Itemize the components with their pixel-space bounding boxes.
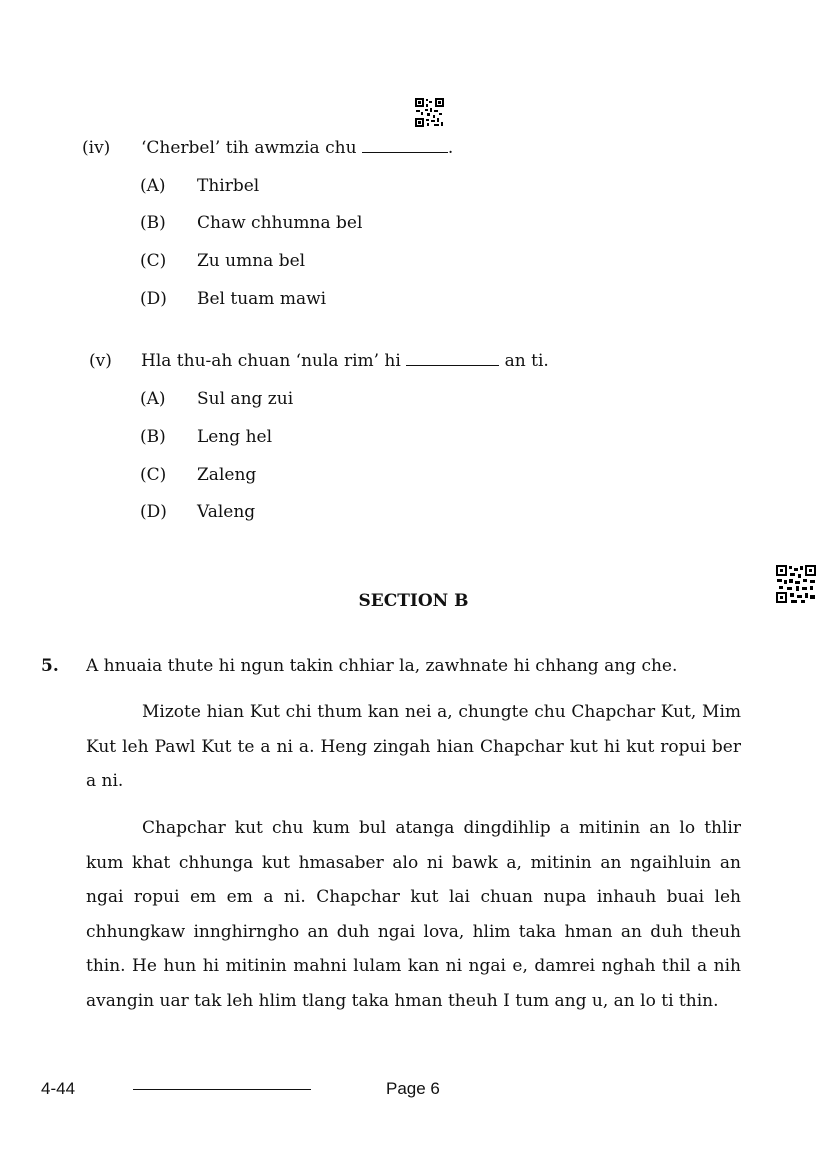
option-text: Chaw chhumna bel	[197, 213, 363, 233]
question-iv-stem-text: ‘Cherbel’ tih awmzia chu	[141, 138, 357, 158]
passage-paragraph-1-text: Mizote hian Kut chi thum kan nei a, chungte chu Chapchar Kut, Mim Kut leh Pawl Kut te a ni a. Heng zingah hian Chapchar kut hi kut ropui ber a ni.	[86, 702, 741, 791]
option-letter: (A)	[140, 176, 166, 196]
option-text: Valeng	[197, 502, 256, 522]
question-v-stem-text: Hla thu-ah chuan ‘nula rim’ hi	[141, 351, 401, 371]
question-5-instruction: A hnuaia thute hi ngun takin chhiar la, zawhnate hi chhang ang che.	[86, 656, 678, 676]
page-number: Page 6	[386, 1079, 440, 1098]
footer-rule	[133, 1089, 311, 1090]
question-iv-stem	[141, 137, 453, 159]
passage-paragraph-2	[86, 811, 741, 1018]
option-text: Sul ang zui	[197, 389, 294, 409]
option-text: Leng hel	[197, 427, 273, 447]
question-iv-stem-end: .	[447, 138, 454, 158]
answer-blank	[406, 351, 499, 366]
option-text: Zu umna bel	[197, 251, 306, 271]
paper-code: 4-44	[41, 1079, 76, 1098]
option-text: Bel tuam mawi	[197, 289, 327, 309]
option-letter: (A)	[140, 389, 166, 409]
question-v-stem	[141, 350, 549, 372]
option-letter: (C)	[140, 465, 167, 485]
option-letter: (C)	[140, 251, 167, 271]
option-letter: (D)	[140, 289, 167, 309]
option-text: Thirbel	[197, 176, 260, 196]
question-5-number: 5.	[41, 656, 59, 676]
option-letter: (B)	[140, 427, 166, 447]
option-text: Zaleng	[197, 465, 257, 485]
question-v-stem-end: an ti.	[504, 351, 549, 371]
qr-code-top	[415, 98, 444, 127]
question-iv-number: (iv)	[82, 138, 111, 158]
passage-paragraph-2-text: Chapchar kut chu kum bul atanga dingdihlip a mitinin an lo thlir kum khat chhunga kut hmasaber alo ni bawk a, mitinin an ngaihluin an ngai ropui em em a ni. Chapchar kut lai chuan nupa inhauh buai leh chhungkaw innghirngho an duh ngai lova, hlim taka hman an duh theuh thin. He hun hi mitinin mahni lulam kan ni ngai e, damrei nghah thil a nih avangin uar tak leh hlim tlang taka hman theuh I tum ang u, an lo ti thin.	[86, 818, 741, 1011]
question-v-number: (v)	[89, 351, 112, 371]
answer-blank	[362, 138, 448, 153]
option-letter: (D)	[140, 502, 167, 522]
passage-paragraph-1	[86, 695, 741, 799]
section-title: SECTION B	[358, 591, 469, 611]
option-letter: (B)	[140, 213, 166, 233]
